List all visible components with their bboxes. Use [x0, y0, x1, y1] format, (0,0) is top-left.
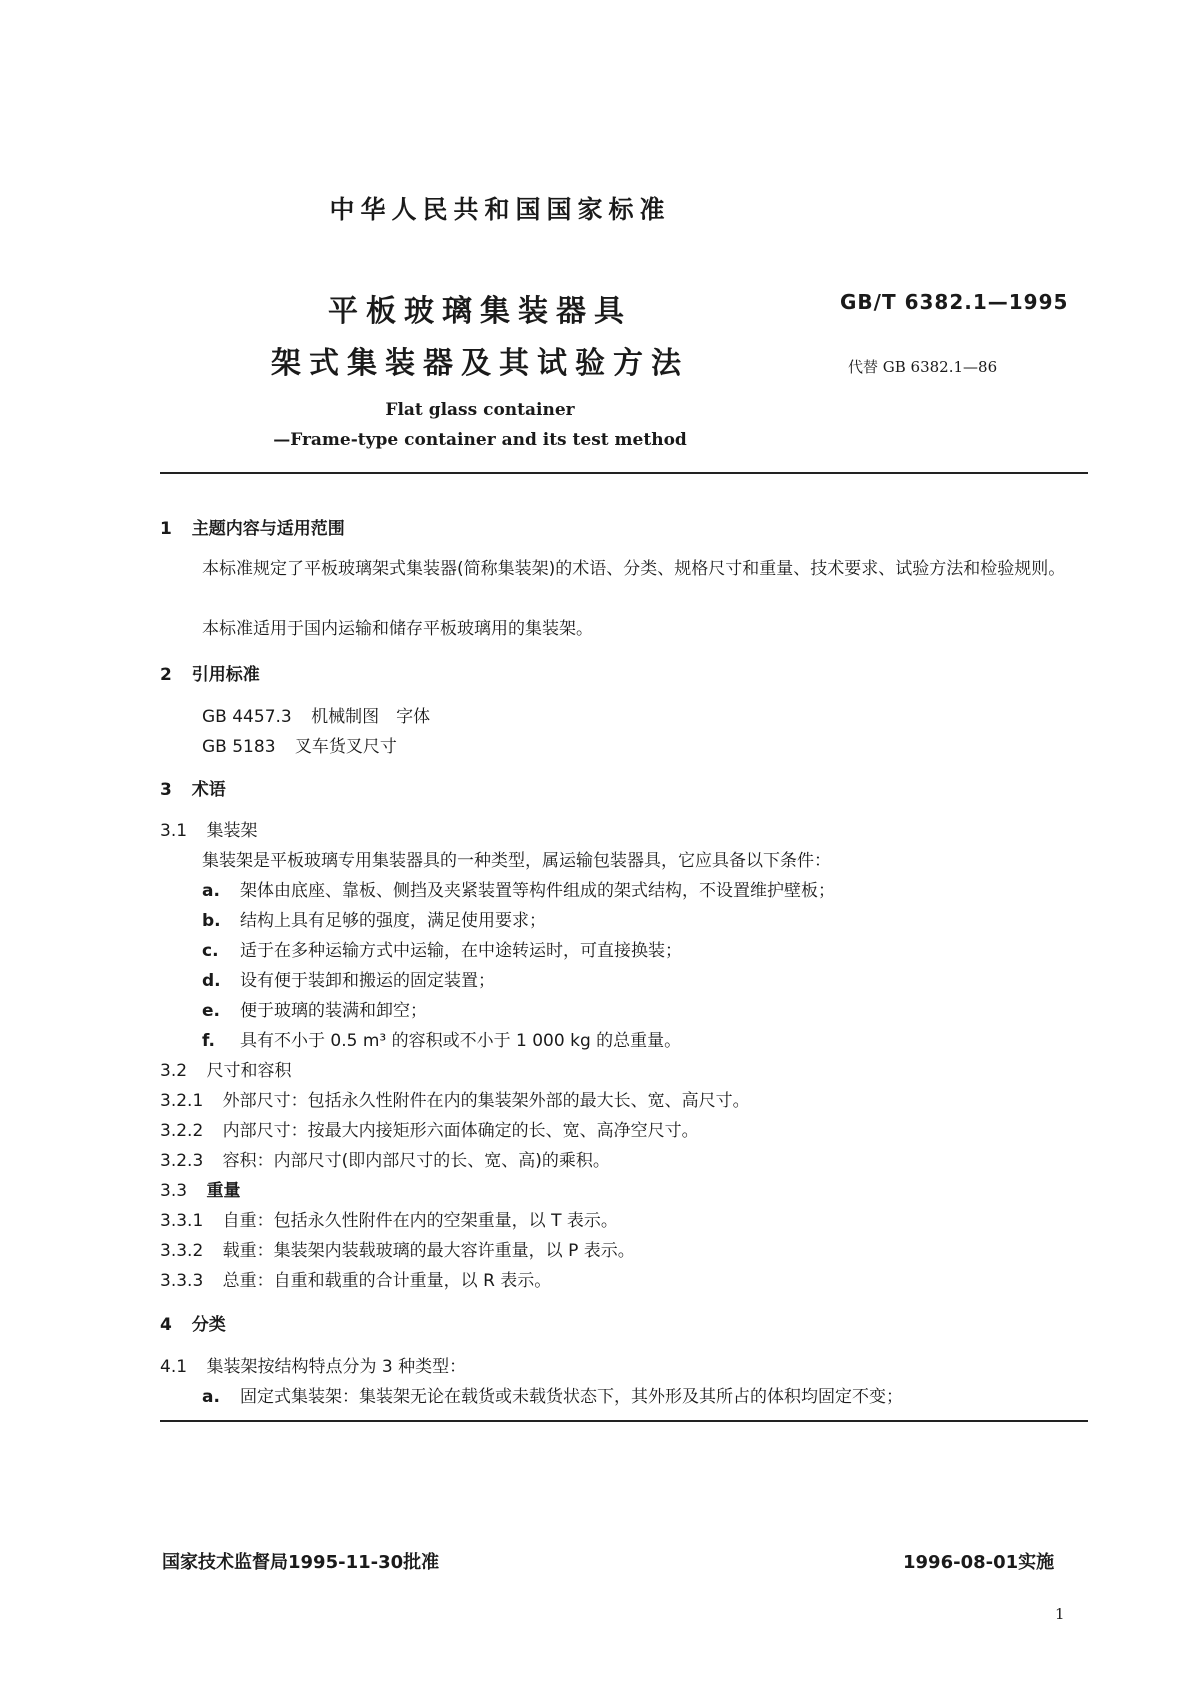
national-standard-heading: 中华人民共和国国家标准: [329, 195, 671, 224]
title-line-1: 平板玻璃集装器具: [328, 294, 632, 329]
section-1-paragraph-2: 本标准适用于国内运输和储存平板玻璃用的集装架。: [202, 619, 593, 639]
item-text: 具有不小于 0.5 m³ 的容积或不小于 1 000 kg 的总重量。: [240, 1031, 682, 1051]
clause-text: 载重：集装架内装载玻璃的最大容许重量，以 P 表示。: [222, 1241, 635, 1261]
reference-name: 机械制图 字体: [311, 707, 431, 727]
section-3-1-heading: [160, 816, 257, 841]
section-title: 引用标准: [191, 665, 260, 685]
section-3-3-1: [160, 1206, 618, 1231]
page-number: 1: [1055, 1605, 1065, 1623]
clause-number: 3.3.2: [160, 1241, 204, 1261]
title-line-2: 架式集装器及其试验方法: [271, 346, 689, 381]
reference-code: GB 4457.3: [202, 707, 292, 727]
section-number: 3: [160, 780, 172, 800]
clause-text: 自重：包括永久性附件在内的空架重量，以 T 表示。: [222, 1211, 618, 1231]
section-number: 3.2: [160, 1061, 188, 1081]
section-1-heading: [160, 514, 345, 539]
item-text: 适于在多种运输方式中运输，在中途转运时，可直接换装；: [240, 941, 682, 961]
section-title: 尺寸和容积: [206, 1061, 292, 1081]
reference-code: GB 5183: [202, 737, 276, 757]
section-number: 3.1: [160, 821, 188, 841]
reference-2: [202, 732, 397, 757]
section-number: 1: [160, 519, 172, 539]
condition-item: [202, 906, 546, 931]
item-text: 设有便于装卸和搬运的固定装置；: [240, 971, 495, 991]
section-4-heading: [160, 1310, 226, 1335]
condition-item: [202, 936, 682, 961]
section-number: 4: [160, 1315, 172, 1335]
condition-item: [202, 1026, 681, 1051]
item-mark: e.: [202, 1001, 220, 1021]
section-3-3-heading: [160, 1176, 240, 1201]
reference-1: [202, 702, 430, 727]
header-divider: [160, 472, 1088, 474]
section-3-2-1: [160, 1086, 750, 1111]
condition-item: [202, 876, 835, 901]
section-title: 集装架: [206, 821, 258, 841]
section-title: 术语: [191, 780, 226, 800]
type-item: [202, 1382, 903, 1407]
section-3-2-3: [160, 1146, 610, 1171]
item-mark: a.: [202, 1387, 220, 1407]
clause-text: 总重：自重和载重的合计重量，以 R 表示。: [222, 1271, 552, 1291]
standard-code: GB/T 6382.1—1995: [840, 290, 1069, 314]
clause-text: 内部尺寸：按最大内接矩形六面体确定的长、宽、高净空尺寸。: [222, 1121, 699, 1141]
item-mark: f.: [202, 1031, 215, 1051]
item-mark: d.: [202, 971, 221, 991]
section-title: 重量: [206, 1181, 241, 1201]
clause-text: 外部尺寸：包括永久性附件在内的集装架外部的最大长、宽、高尺寸。: [222, 1091, 750, 1111]
section-number: 2: [160, 665, 172, 685]
section-3-2-heading: [160, 1056, 291, 1081]
section-3-3-2: [160, 1236, 635, 1261]
item-text: 固定式集装架：集装架无论在载货或未载货状态下，其外形及其所占的体积均固定不变；: [240, 1387, 903, 1407]
section-title: 主题内容与适用范围: [191, 519, 345, 539]
item-text: 架体由底座、靠板、侧挡及夹紧装置等构件组成的架式结构，不设置维护壁板；: [240, 881, 835, 901]
section-3-3-3: [160, 1266, 551, 1291]
clause-number: 3.2.2: [160, 1121, 204, 1141]
clause-number: 3.2.1: [160, 1091, 204, 1111]
footer-divider: [160, 1420, 1088, 1422]
section-3-2-2: [160, 1116, 699, 1141]
replaces-standard: 代替 GB 6382.1—86: [848, 358, 998, 376]
clause-number: 3.3.3: [160, 1271, 204, 1291]
clause-number: 4.1: [160, 1357, 188, 1377]
item-mark: c.: [202, 941, 219, 961]
section-3-heading: [160, 775, 226, 800]
reference-name: 叉车货叉尺寸: [294, 737, 397, 757]
clause-text: 容积：内部尺寸(即内部尺寸的长、宽、高)的乘积。: [222, 1151, 610, 1171]
item-text: 结构上具有足够的强度，满足使用要求；: [240, 911, 546, 931]
clause-number: 3.3.1: [160, 1211, 204, 1231]
approval-date: 国家技术监督局1995-11-30批准: [162, 1552, 440, 1573]
condition-item: [202, 966, 495, 991]
section-number: 3.3: [160, 1181, 188, 1201]
english-title-1: Flat glass container: [385, 400, 575, 420]
section-4-1: [160, 1352, 466, 1377]
item-text: 便于玻璃的装满和卸空；: [240, 1001, 427, 1021]
item-mark: b.: [202, 911, 221, 931]
english-title-2: —Frame-type container and its test method: [273, 430, 687, 450]
section-2-heading: [160, 660, 260, 685]
clause-text: 集装架按结构特点分为 3 种类型：: [206, 1357, 467, 1377]
clause-number: 3.2.3: [160, 1151, 204, 1171]
section-1-paragraph-1: 本标准规定了平板玻璃架式集装器(简称集装架)的术语、分类、规格尺寸和重量、技术要求、试验方法和检验规则。: [202, 559, 1066, 579]
item-mark: a.: [202, 881, 220, 901]
section-3-1-intro: 集装架是平板玻璃专用集装器具的一种类型，属运输包装器具，它应具备以下条件：: [202, 851, 831, 871]
condition-item: [202, 996, 427, 1021]
implementation-date: 1996-08-01实施: [903, 1552, 1055, 1573]
section-title: 分类: [191, 1315, 226, 1335]
